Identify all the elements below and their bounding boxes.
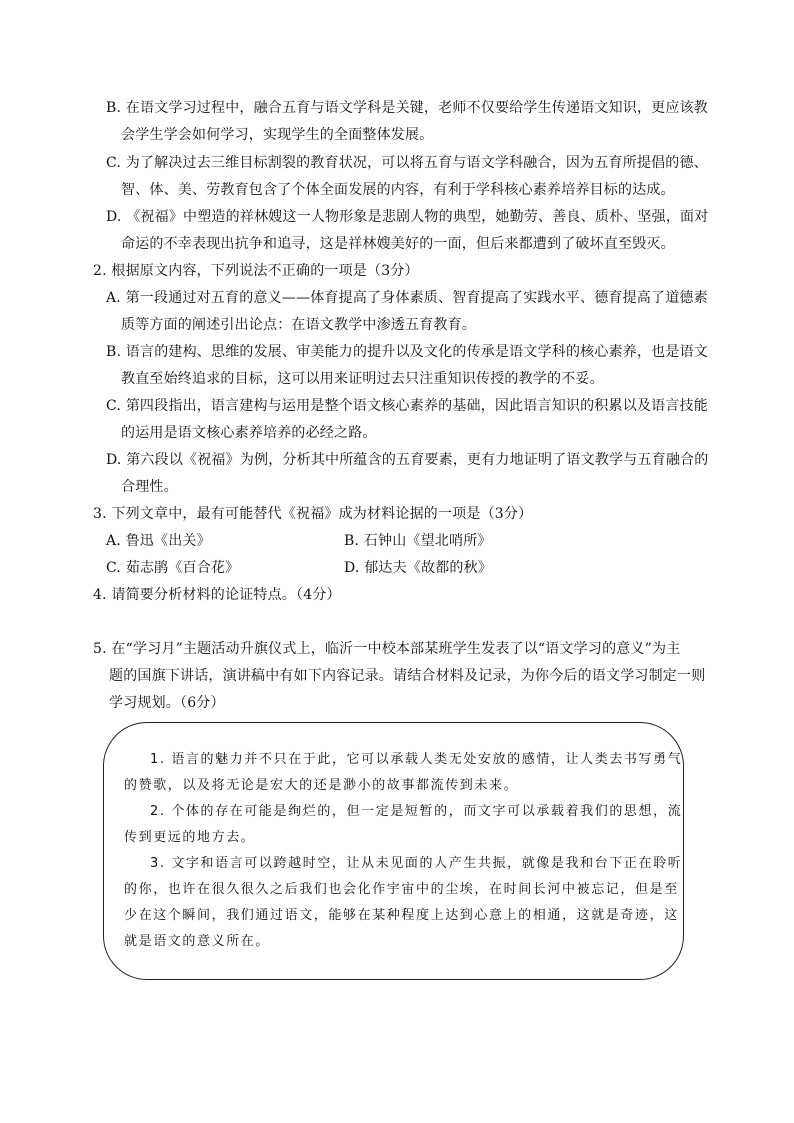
q3-stem: 3. 下列文章中，最有可能替代《祝福》成为材料论据的一项是（3分） bbox=[93, 506, 533, 522]
speech-line-6: 的你，也许在很久很久之后我们也会化作宇宙中的尘埃，在时间长河中被忘记，但是至 bbox=[124, 882, 679, 897]
q1-option-d-line1: D. 《祝福》中塑造的祥林嫂这一人物形象是悲剧人物的典型，她勤劳、善良、质朴、坚强，面对 bbox=[106, 209, 709, 225]
speech-line-1: 1. 语言的魅力并不只在于此，它可以承载人类无处安放的感情，让人类去书写勇气 bbox=[150, 752, 683, 767]
q2-option-a-line1: A. 第一段通过对五育的意义——体育提高了身体素质、智育提高了实践水平、德育提高了道德素 bbox=[106, 290, 708, 306]
q5-stem-line2: 题的国旗下讲话，演讲稿中有如下内容记录。请结合材料及记录，为你今后的语文学习制定一则 bbox=[109, 668, 706, 684]
q3-option-b: B. 石钟山《望北哨所》 bbox=[344, 533, 492, 549]
q2-option-b-line2: 教直至始终追求的目标，这可以用来证明过去只注重知识传授的教学的不妥。 bbox=[121, 371, 604, 387]
q2-option-a-line2: 质等方面的阐述引出论点：在语文教学中渗透五育教育。 bbox=[121, 317, 476, 333]
q2-option-d-line2: 合理性。 bbox=[121, 479, 178, 495]
q2-option-c-line1: C. 第四段指出，语言建构与运用是整个语文核心素养的基础，因此语言知识的积累以及语言技能 bbox=[106, 398, 708, 414]
q1-option-b-line1: B. 在语文学习过程中，融合五育与语文学科是关键，老师不仅要给学生传递语文知识，更应该教 bbox=[106, 100, 708, 116]
speech-line-5: 3. 文字和语言可以跨越时空，让从未见面的人产生共振，就像是我和台下正在聆听 bbox=[150, 856, 683, 871]
q2-stem: 2. 根据原文内容，下列说法不正确的一项是（3分） bbox=[93, 263, 419, 279]
q1-option-c-line2: 智、体、美、劳教育包含了个体全面发展的内容，有利于学科核心素养培养目标的达成。 bbox=[121, 182, 675, 198]
speech-record-box bbox=[103, 722, 684, 980]
q1-option-b-line2: 会学生学会如何学习，实现学生的全面整体发展。 bbox=[121, 127, 434, 143]
speech-line-3: 2. 个体的存在可能是绚烂的，但一定是短暂的，而文字可以承载着我们的思想，流 bbox=[150, 804, 683, 819]
q3-option-d: D. 郁达夫《故都的秋》 bbox=[344, 560, 493, 576]
q3-option-a: A. 鲁迅《出关》 bbox=[106, 533, 211, 549]
speech-line-8: 就是语文的意义所在。 bbox=[124, 934, 271, 949]
q2-option-c-line2: 的运用是语文核心素养培养的必经之路。 bbox=[121, 425, 377, 441]
speech-line-2: 的赞歌，以及将无论是宏大的还是渺小的故事都流传到未来。 bbox=[124, 778, 519, 793]
q3-option-c: C. 茹志鹃《百合花》 bbox=[106, 560, 240, 576]
q5-stem-line3: 学习规划。（6分） bbox=[109, 695, 225, 711]
speech-line-4: 传到更远的地方去。 bbox=[124, 830, 256, 845]
q2-option-d-line1: D. 第六段以《祝福》为例，分析其中所蕴含的五育要素，更有力地证明了语文教学与五育融合的 bbox=[106, 452, 709, 468]
q1-option-c-line1: C. 为了解决过去三维目标割裂的教育状况，可以将五育与语文学科融合，因为五育所提倡的德、 bbox=[106, 155, 708, 171]
q2-option-b-line1: B. 语言的建构、思维的发展、审美能力的提升以及文化的传承是语文学科的核心素养，也是语文 bbox=[106, 344, 708, 360]
speech-line-7: 少在这个瞬间，我们通过语文，能够在某种程度上达到心意上的相通，这就是奇迹，这 bbox=[124, 908, 679, 923]
q5-stem-line1: 5. 在“学习月”主题活动升旗仪式上，临沂一中校本部某班学生发表了以“语文学习的意义”为主 bbox=[93, 641, 681, 657]
q1-option-d-line2: 命运的不幸表现出抗争和追寻，这是祥林嫂美好的一面，但后来都遭到了破坏直至毁灭。 bbox=[121, 236, 675, 252]
q4-stem: 4. 请简要分析材料的论证特点。（4分） bbox=[93, 587, 341, 603]
